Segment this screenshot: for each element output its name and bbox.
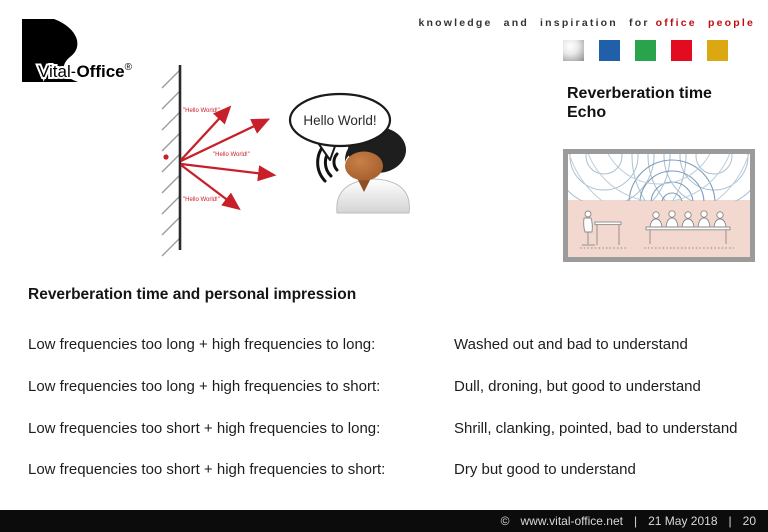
logo-text-prefix: Vital- xyxy=(38,62,77,81)
footer-separator: | xyxy=(728,514,732,528)
footer-bar xyxy=(0,510,768,532)
footer-separator: | xyxy=(634,514,638,528)
topic-heading xyxy=(567,84,712,122)
topic-line1: Reverberation time xyxy=(567,85,712,102)
copyright-symbol: © xyxy=(500,514,510,528)
impression-text: Shrill, clanking, pointed, bad to understand xyxy=(454,419,738,437)
impression-row xyxy=(28,460,750,502)
impression-text: Dry but good to understand xyxy=(454,461,636,479)
impression-row xyxy=(28,419,750,461)
brand-swatch-gold xyxy=(707,40,728,61)
sound-source-dot xyxy=(163,154,168,159)
tagline xyxy=(418,17,755,29)
echo-label: "Hello World!" xyxy=(183,197,220,203)
impression-rows xyxy=(28,335,750,502)
logo-text-suffix: Office xyxy=(76,62,125,81)
reflection-arrow xyxy=(181,164,273,175)
topic-line2: Echo xyxy=(567,104,607,121)
condition-text: Low frequencies too long + high frequencies to short: xyxy=(28,377,381,395)
section-heading: Reverberation time and personal impression xyxy=(28,286,357,303)
brand-swatch-red xyxy=(671,40,692,61)
svg-text:Vital-Office® xyxy=(38,62,133,81)
impression-row xyxy=(28,377,750,419)
wall-reflection-diagram xyxy=(140,50,440,265)
footer-date: 21 May 2018 xyxy=(648,514,718,528)
condition-text: Low frequencies too short + high frequencies to short: xyxy=(28,461,386,479)
footer-website: www.vital-office.net xyxy=(520,514,623,528)
reflection-arrows xyxy=(181,108,273,208)
tagline-accent: office people xyxy=(655,17,755,29)
echo-label: "Hello World!" xyxy=(183,108,220,114)
logo-reg-mark: ® xyxy=(124,62,132,73)
reverberation-room-image xyxy=(563,149,755,262)
brand-swatch-green xyxy=(635,40,656,61)
brand-color-swatches xyxy=(563,40,728,61)
bubble-text: Hello World! xyxy=(303,113,377,128)
page-number: 20 xyxy=(742,514,756,528)
condition-text: Low frequencies too long + high frequencies to long: xyxy=(28,336,376,353)
impression-row xyxy=(28,335,750,377)
impression-text: Washed out and bad to understand xyxy=(454,336,688,353)
room-sketch xyxy=(568,154,750,257)
wall-hatching xyxy=(162,70,180,256)
brand-swatch-blue xyxy=(599,40,620,61)
condition-text: Low frequencies too short + high frequencies to long: xyxy=(28,419,381,437)
impression-text: Dull, droning, but good to understand xyxy=(454,377,701,395)
echo-label: "Hello World!" xyxy=(213,152,250,158)
tagline-plain: knowledge and inspiration for xyxy=(418,17,650,29)
brand-swatch-silver xyxy=(563,40,584,61)
